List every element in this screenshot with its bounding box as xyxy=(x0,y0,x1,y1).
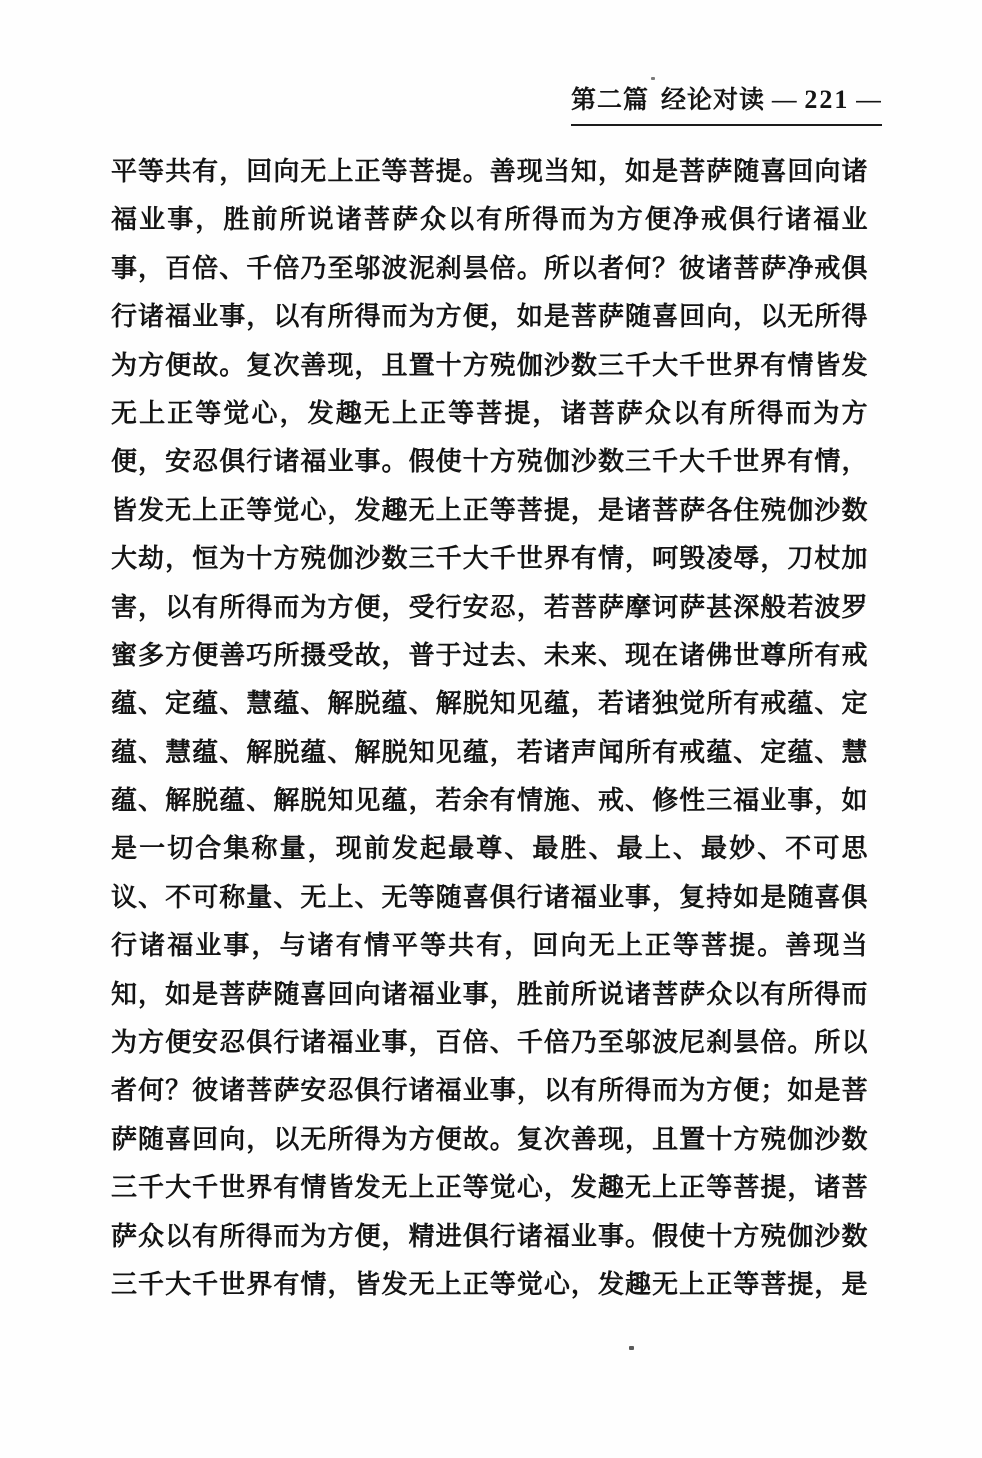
text-line-9: 大劫，恒为十方殑伽沙数三千大千世界有情，呵毁凌辱，刀杖加 xyxy=(111,543,868,574)
text-line-6: 无上正等觉心，发趣无上正等菩提，诸菩萨众以有所得而为方 xyxy=(111,397,868,428)
text-line-5: 为方便故。复次善现，且置十方殑伽沙数三千大千世界有情皆发 xyxy=(111,349,868,380)
text-line-1: 平等共有，回向无上正等菩提。善现当知，如是菩萨随喜回向诸 xyxy=(111,156,868,186)
header-title-group xyxy=(571,80,765,116)
text-line-3: 事，百倍、千倍乃至邬波泥刹昙倍。所以者何？彼诸菩萨净戒俱 xyxy=(111,252,868,283)
text-line-22: 三千大千世界有情皆发无上正等觉心，发趣无上正等菩提，诸菩 xyxy=(111,1172,868,1203)
text-line-24: 三千大千世界有情，皆发无上正等觉心，发趣无上正等菩提，是 xyxy=(111,1268,868,1299)
text-line-20: 者何？彼诸菩萨安忍俱行诸福业事，以有所得而为方便；如是菩 xyxy=(111,1075,868,1106)
text-line-13: 蕴、慧蕴、解脱蕴、解脱知见蕴，若诸声闻所有戒蕴、定蕴、慧 xyxy=(111,736,868,767)
text-line-2: 福业事，胜前所说诸菩萨众以有所得而为方便净戒俱行诸福业 xyxy=(111,204,868,235)
text-line-19: 为方便安忍俱行诸福业事，百倍、千倍乃至邬波尼刹昙倍。所以 xyxy=(111,1027,868,1058)
text-line-16: 议、不可称量、无上、无等随喜俱行诸福业事，复持如是随喜俱 xyxy=(111,881,868,912)
header-section: 第二篇 xyxy=(571,86,650,114)
scan-speck xyxy=(629,1346,634,1350)
text-line-7: 便，安忍俱行诸福业事。假使十方殑伽沙数三千大千世界有情， xyxy=(111,446,868,477)
text-line-4: 行诸福业事，以有所得而为方便，如是菩萨随喜回向，以无所得 xyxy=(111,301,868,332)
text-line-10: 害，以有所得而为方便，受行安忍，若菩萨摩诃萨甚深般若波罗 xyxy=(111,591,868,622)
page-number: 221 xyxy=(804,85,850,114)
scan-speck xyxy=(651,77,655,80)
header-dash-right: — xyxy=(856,86,882,114)
text-line-8: 皆发无上正等觉心，发趣无上正等菩提，是诸菩萨各住殑伽沙数 xyxy=(111,494,868,525)
running-header xyxy=(571,80,882,126)
text-line-21: 萨随喜回向，以无所得为方便故。复次善现，且置十方殑伽沙数 xyxy=(111,1123,868,1154)
body-text xyxy=(111,147,868,1308)
text-line-14: 蕴、解脱蕴、解脱知见蕴，若余有情施、戒、修性三福业事，如 xyxy=(111,785,868,816)
text-line-15: 是一切合集称量，现前发起最尊、最胜、最上、最妙、不可思 xyxy=(111,833,868,864)
text-line-11: 蜜多方便善巧所摄受故，普于过去、未来、现在诸佛世尊所有戒 xyxy=(111,639,868,670)
header-dash-left: — xyxy=(771,86,798,114)
header-title: 经论对读 xyxy=(661,86,766,114)
text-line-17: 行诸福业事，与诸有情平等共有，回向无上正等菩提。善现当 xyxy=(111,930,868,961)
text-line-12: 蕴、定蕴、慧蕴、解脱蕴、解脱知见蕴，若诸独觉所有戒蕴、定 xyxy=(111,688,868,719)
text-line-18: 知，如是菩萨随喜回向诸福业事，胜前所说诸菩萨众以有所得而 xyxy=(111,978,868,1009)
text-line-23: 萨众以有所得而为方便，精进俱行诸福业事。假使十方殑伽沙数 xyxy=(111,1220,868,1251)
